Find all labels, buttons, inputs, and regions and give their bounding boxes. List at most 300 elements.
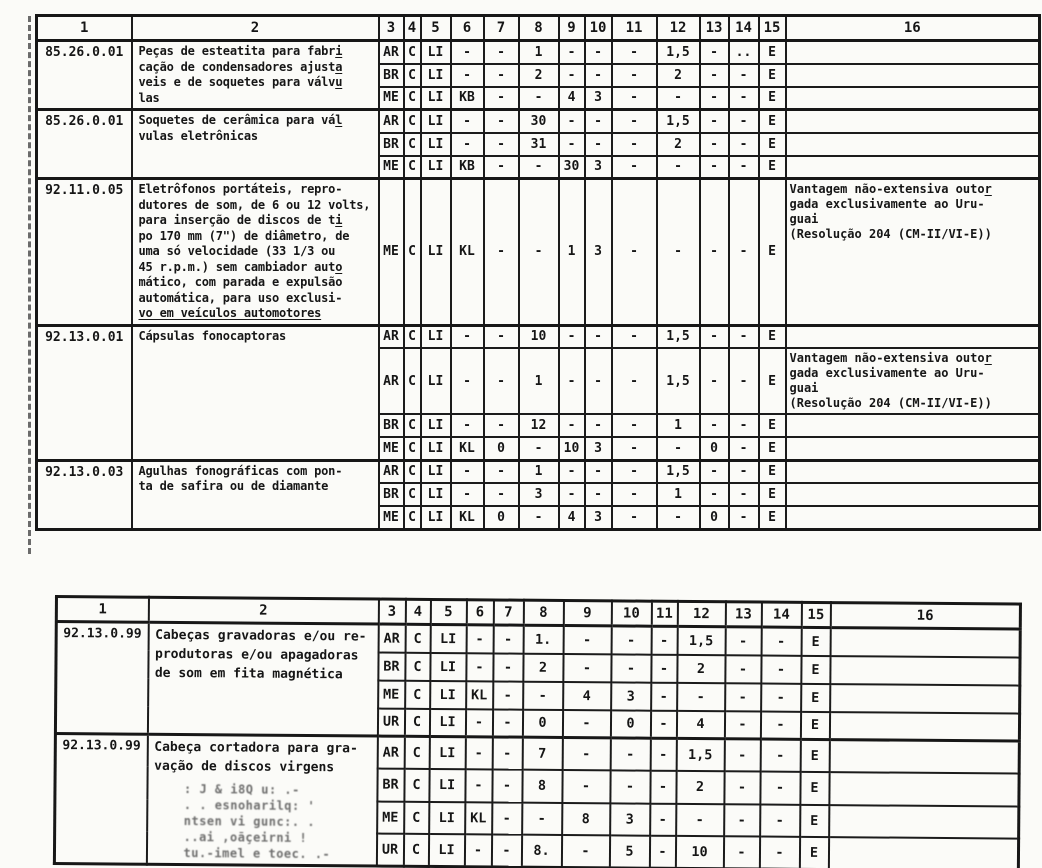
grid-cell-col8: 2 — [519, 64, 559, 87]
grid-cell-col14: - — [729, 483, 759, 506]
grid-cell-col4: C — [404, 133, 421, 156]
grid-cell-col12: 2 — [677, 654, 725, 682]
grid-cell-col11: - — [612, 110, 657, 133]
grid-cell-col3: AR — [379, 41, 404, 64]
grid-cell-col14: - — [760, 739, 800, 772]
grid-cell-col5: LI — [421, 156, 451, 179]
grid-cell-col15: E — [800, 804, 829, 837]
item-description: Peças de esteatita para fabri cação de condensadores ajusta veis e de soquetes para válvu las — [138, 44, 343, 105]
grid-cell-col3: AR — [379, 325, 404, 348]
grid-cell-col7: 0 — [484, 437, 519, 460]
grid-cell-col15: E — [800, 711, 829, 739]
grid-cell-col3: ME — [379, 87, 404, 110]
item-description-cell — [132, 179, 379, 326]
grid-cell-col8: 1 — [519, 41, 559, 64]
grid-cell-col15: E — [801, 683, 830, 711]
remark-cell — [786, 133, 1040, 156]
grid-cell-col11: - — [612, 325, 657, 348]
grid-cell-col12: 1,5 — [657, 348, 700, 414]
remark-cell — [829, 772, 1019, 806]
grid-cell-col15: E — [799, 837, 828, 868]
grid-cell-col6: KL — [451, 179, 484, 326]
grid-cell-col10: - — [611, 654, 651, 682]
grid-cell-col13: - — [724, 711, 760, 739]
grid-cell-col15: E — [801, 627, 830, 655]
grid-cell-col3: ME — [379, 156, 404, 179]
grid-cell-col13: - — [725, 683, 761, 711]
remark-cell — [830, 628, 1020, 657]
grid-cell-col14: - — [729, 156, 759, 179]
column-header-6: 6 — [451, 16, 484, 41]
grid-cell-col11: - — [612, 41, 657, 64]
grid-cell-col12: - — [657, 506, 700, 529]
grid-cell-col3: ME — [377, 801, 404, 834]
grid-cell-col11: - — [612, 437, 657, 460]
grid-cell-col8: 2 — [523, 653, 563, 681]
item-description-cell — [147, 622, 378, 736]
grid-cell-col7: - — [492, 737, 522, 770]
grid-cell-col6: - — [466, 653, 493, 681]
grid-cell-col11: - — [651, 654, 677, 682]
grid-cell-col4: C — [404, 483, 421, 506]
column-header-11: 11 — [651, 601, 677, 626]
grid-cell-col12: 4 — [676, 710, 724, 738]
grid-cell-col14: - — [760, 711, 800, 739]
grid-cell-col4: C — [404, 87, 421, 110]
grid-cell-col15: E — [759, 64, 786, 87]
grid-cell-col5: LI — [429, 736, 465, 769]
grid-cell-col14: - — [729, 87, 759, 110]
grid-cell-col4: C — [405, 680, 430, 708]
grid-cell-col4: C — [404, 179, 421, 326]
item-code: 92.13.0.01 — [37, 325, 132, 460]
grid-cell-col8: - — [519, 437, 559, 460]
grid-cell-col8: 7 — [522, 737, 562, 770]
grid-cell-col8: 1 — [519, 348, 559, 414]
grid-cell-col7: - — [484, 64, 519, 87]
grid-cell-col9: 10 — [559, 437, 585, 460]
grid-cell-col13: - — [725, 655, 761, 683]
remark-cell — [830, 656, 1020, 685]
grid-cell-col10: 3 — [610, 803, 650, 836]
grid-cell-col3: AR — [378, 624, 405, 652]
binding-edge-dashes — [28, 16, 31, 554]
grid-cell-col11: - — [612, 87, 657, 110]
grid-cell-col9: - — [559, 325, 585, 348]
grid-cell-col15: E — [759, 41, 786, 64]
grid-cell-col9: - — [559, 64, 585, 87]
column-header-2: 2 — [148, 597, 378, 624]
bleedthrough-text: : J & i8Q u: .- . . esnoharilq: ' ntsen vi gunc:. . ..ai ,oāçeirni ! tu.-imel e toec. .- — [183, 782, 331, 862]
grid-cell-col6: - — [465, 709, 492, 737]
grid-cell-col14: - — [729, 506, 759, 529]
grid-cell-col7: - — [484, 460, 519, 483]
item-description: Eletrôfonos portáteis, repro- dutores de som, de 6 ou 12 volts, para inserção de discos de ti po 170 mm (7") de diâmetro, de uma só velocidade (33 1/3 ou 45 r.p.m.) sem cambiador auto mático, com parada e expulsão automática, para uso exclusi- vo em veículos automotores — [138, 182, 371, 320]
column-header-13: 13 — [700, 16, 729, 41]
grid-cell-col10: - — [585, 325, 612, 348]
grid-cell-col5: LI — [429, 769, 465, 802]
grid-cell-col3: ME — [379, 437, 404, 460]
grid-cell-col13: - — [725, 627, 761, 655]
grid-cell-col3: UR — [377, 708, 404, 736]
grid-cell-col10: - — [585, 41, 612, 64]
grid-cell-col4: C — [404, 41, 421, 64]
grid-cell-col4: C — [404, 437, 421, 460]
grid-cell-col6: - — [451, 41, 484, 64]
remark-cell — [786, 414, 1040, 437]
grid-cell-col10: 3 — [585, 437, 612, 460]
grid-cell-col15: E — [759, 110, 786, 133]
grid-cell-col3: AR — [377, 736, 404, 769]
column-header-8: 8 — [523, 600, 563, 625]
grid-cell-col14: - — [729, 133, 759, 156]
column-header-10: 10 — [585, 16, 612, 41]
grid-cell-col15: E — [759, 437, 786, 460]
grid-cell-col13: - — [700, 179, 729, 326]
grid-cell-col5: LI — [430, 652, 466, 680]
grid-cell-col14: .. — [729, 41, 759, 64]
grid-cell-col14: - — [729, 325, 759, 348]
grid-cell-col14: - — [760, 804, 800, 837]
grid-cell-col13: - — [700, 41, 729, 64]
grid-cell-col12: 1,5 — [657, 41, 700, 64]
grid-cell-col8: - — [519, 506, 559, 529]
remark-cell — [786, 506, 1040, 529]
grid-cell-col8: 31 — [519, 133, 559, 156]
grid-cell-col13: - — [700, 110, 729, 133]
grid-cell-col5: LI — [421, 483, 451, 506]
grid-cell-col5: LI — [421, 87, 451, 110]
grid-cell-col13: - — [700, 133, 729, 156]
grid-cell-col7: - — [491, 834, 521, 867]
grid-cell-col15: E — [759, 414, 786, 437]
grid-cell-col13: - — [723, 836, 759, 868]
grid-cell-col5: LI — [429, 708, 465, 736]
grid-cell-col6: KB — [451, 87, 484, 110]
tariff-table-bottom — [53, 595, 1022, 868]
grid-cell-col4: C — [404, 708, 429, 736]
grid-cell-col10: - — [585, 133, 612, 156]
grid-cell-col8: 8 — [522, 770, 562, 803]
grid-cell-col5: LI — [429, 801, 465, 834]
grid-cell-col13: 0 — [700, 506, 729, 529]
grid-cell-col11: - — [612, 348, 657, 414]
grid-cell-col13: - — [724, 771, 760, 804]
table-row — [37, 41, 1040, 64]
grid-cell-col11: - — [612, 414, 657, 437]
grid-cell-col4: C — [404, 414, 421, 437]
grid-cell-col8: 30 — [519, 110, 559, 133]
grid-cell-col7: - — [484, 110, 519, 133]
grid-cell-col6: - — [451, 483, 484, 506]
grid-cell-col6: KL — [451, 437, 484, 460]
grid-cell-col6: - — [464, 834, 491, 867]
item-code: 92.13.0.03 — [37, 460, 132, 529]
remark-cell — [786, 437, 1040, 460]
grid-cell-col12: - — [657, 87, 700, 110]
grid-cell-col3: BR — [379, 64, 404, 87]
grid-cell-col5: LI — [421, 325, 451, 348]
grid-cell-col10: - — [585, 110, 612, 133]
grid-cell-col9: 4 — [563, 681, 611, 709]
grid-cell-col10: - — [610, 738, 650, 771]
grid-cell-col9: - — [559, 110, 585, 133]
grid-cell-col15: E — [759, 87, 786, 110]
grid-cell-col4: C — [404, 736, 429, 769]
column-header-7: 7 — [484, 16, 519, 41]
grid-cell-col4: C — [403, 834, 428, 867]
column-header-12: 12 — [677, 601, 725, 626]
grid-cell-col12: - — [657, 156, 700, 179]
grid-cell-col12: 1,5 — [657, 110, 700, 133]
grid-cell-col8: - — [519, 179, 559, 326]
grid-cell-col10: - — [611, 626, 651, 654]
column-header-4: 4 — [405, 599, 430, 624]
remark-cell — [786, 156, 1040, 179]
grid-cell-col13: - — [700, 460, 729, 483]
column-header-5: 5 — [421, 16, 451, 41]
grid-cell-col9: 1 — [559, 179, 585, 326]
grid-cell-col13: - — [700, 348, 729, 414]
grid-cell-col6: - — [451, 325, 484, 348]
grid-cell-col6: - — [466, 625, 493, 653]
grid-cell-col8: - — [523, 681, 563, 709]
grid-cell-col7: - — [484, 325, 519, 348]
item-description-cell — [132, 460, 379, 529]
grid-cell-col5: LI — [421, 133, 451, 156]
grid-cell-col12: 2 — [657, 133, 700, 156]
item-description: Cápsulas fonocaptoras — [138, 328, 287, 343]
grid-cell-col10: 5 — [609, 835, 649, 868]
grid-cell-col7: - — [484, 41, 519, 64]
remark-cell — [786, 483, 1040, 506]
column-header-8: 8 — [519, 16, 559, 41]
grid-cell-col9: 8 — [562, 802, 610, 835]
grid-cell-col11: - — [612, 506, 657, 529]
item-description-cell — [132, 110, 379, 179]
grid-cell-col8: 8. — [521, 835, 561, 868]
grid-cell-col4: C — [405, 624, 430, 652]
column-header-4: 4 — [404, 16, 421, 41]
grid-cell-col5: LI — [421, 506, 451, 529]
column-header-2: 2 — [132, 16, 379, 41]
grid-cell-col9: - — [559, 483, 585, 506]
column-header-1: 1 — [37, 16, 132, 41]
grid-cell-col5: LI — [428, 834, 464, 867]
grid-cell-col15: E — [759, 133, 786, 156]
grid-cell-col6: KL — [465, 802, 492, 835]
column-header-1: 1 — [56, 597, 148, 623]
grid-cell-col6: - — [465, 769, 492, 802]
grid-cell-col5: LI — [421, 41, 451, 64]
grid-cell-col10: - — [610, 770, 650, 803]
remark-cell — [786, 87, 1040, 110]
grid-cell-col4: C — [404, 506, 421, 529]
grid-cell-col4: C — [404, 156, 421, 179]
grid-cell-col14: - — [729, 64, 759, 87]
grid-cell-col6: - — [451, 110, 484, 133]
grid-cell-col6: KL — [466, 681, 493, 709]
grid-cell-col15: E — [759, 348, 786, 414]
grid-cell-col6: - — [465, 737, 492, 770]
grid-cell-col7: - — [492, 802, 522, 835]
grid-cell-col11: - — [612, 460, 657, 483]
remark-cell — [786, 325, 1040, 348]
column-header-10: 10 — [611, 601, 651, 626]
grid-cell-col7: - — [484, 87, 519, 110]
grid-cell-col14: - — [729, 437, 759, 460]
grid-cell-col10: 3 — [585, 506, 612, 529]
grid-cell-col3: ME — [379, 506, 404, 529]
grid-cell-col13: - — [700, 64, 729, 87]
table-row — [37, 325, 1040, 348]
table-row — [37, 460, 1040, 483]
grid-cell-col15: E — [759, 460, 786, 483]
column-header-9: 9 — [559, 16, 585, 41]
tariff-table-top — [35, 14, 1041, 531]
grid-cell-col12: 1 — [657, 483, 700, 506]
grid-cell-col13: - — [700, 156, 729, 179]
grid-cell-col8: - — [519, 87, 559, 110]
item-description-cell — [132, 41, 379, 110]
grid-cell-col5: LI — [421, 110, 451, 133]
grid-cell-col14: - — [729, 414, 759, 437]
grid-cell-col12: 2 — [657, 64, 700, 87]
grid-cell-col14: - — [729, 348, 759, 414]
grid-cell-col9: 4 — [559, 506, 585, 529]
grid-cell-col10: 3 — [585, 156, 612, 179]
grid-cell-col3: AR — [379, 348, 404, 414]
grid-cell-col7: - — [493, 681, 523, 709]
grid-cell-col7: - — [484, 483, 519, 506]
grid-cell-col7: 0 — [484, 506, 519, 529]
grid-cell-col14: - — [729, 110, 759, 133]
grid-cell-col9: - — [563, 653, 611, 681]
remark-cell — [830, 684, 1020, 713]
grid-cell-col4: C — [404, 801, 429, 834]
grid-cell-col3: AR — [379, 110, 404, 133]
grid-cell-col5: LI — [421, 179, 451, 326]
grid-cell-col9: - — [559, 133, 585, 156]
column-header-14: 14 — [729, 16, 759, 41]
grid-cell-col4: C — [404, 64, 421, 87]
grid-cell-col11: - — [612, 64, 657, 87]
grid-cell-col11: - — [650, 803, 676, 836]
grid-cell-col15: E — [800, 739, 829, 772]
grid-cell-col4: C — [404, 769, 429, 802]
table-row — [37, 179, 1040, 326]
column-header-15: 15 — [801, 602, 830, 627]
grid-cell-col6: KL — [451, 506, 484, 529]
grid-cell-col9: - — [561, 835, 609, 868]
grid-cell-col10: - — [585, 64, 612, 87]
grid-cell-col15: E — [759, 325, 786, 348]
grid-cell-col6: - — [451, 460, 484, 483]
grid-cell-col12: 1 — [657, 414, 700, 437]
grid-cell-col7: - — [484, 133, 519, 156]
grid-cell-col9: - — [562, 770, 610, 803]
grid-cell-col11: - — [651, 626, 677, 654]
grid-cell-col3: BR — [377, 769, 404, 802]
grid-cell-col6: KB — [451, 156, 484, 179]
grid-cell-col11: - — [612, 133, 657, 156]
grid-cell-col12: - — [677, 682, 725, 710]
grid-cell-col7: - — [484, 414, 519, 437]
grid-cell-col8: - — [519, 156, 559, 179]
grid-cell-col13: 0 — [700, 437, 729, 460]
grid-cell-col11: - — [650, 738, 676, 771]
grid-cell-col9: - — [563, 625, 611, 653]
grid-cell-col9: - — [559, 348, 585, 414]
grid-cell-col6: - — [451, 133, 484, 156]
grid-cell-col8: - — [522, 802, 562, 835]
grid-cell-col11: - — [651, 682, 677, 710]
grid-cell-col6: - — [451, 64, 484, 87]
grid-cell-col5: LI — [421, 437, 451, 460]
column-header-9: 9 — [563, 600, 611, 625]
column-header-6: 6 — [466, 600, 493, 625]
item-description: Agulhas fonográficas com pon- ta de safira ou de diamante — [138, 463, 343, 493]
grid-cell-col14: - — [759, 837, 799, 868]
grid-cell-col3: BR — [378, 652, 405, 680]
grid-cell-col5: LI — [430, 624, 466, 652]
grid-cell-col9: - — [559, 414, 585, 437]
remark-cell — [828, 837, 1018, 868]
remark-cell: Vantagem não-extensiva outor gada exclusivamente ao Uru- guai (Resolução 204 (CM-II/VI-E)) — [786, 179, 1040, 326]
grid-cell-col12: 2 — [676, 771, 724, 804]
grid-cell-col5: LI — [421, 64, 451, 87]
grid-cell-col12: - — [657, 179, 700, 326]
item-code: 92.13.0.99 — [55, 622, 148, 735]
grid-cell-col10: - — [585, 460, 612, 483]
grid-cell-col15: E — [759, 506, 786, 529]
item-code: 92.13.0.99 — [54, 734, 147, 865]
grid-cell-col14: - — [729, 460, 759, 483]
remark-cell — [786, 460, 1040, 483]
grid-cell-col15: E — [801, 655, 830, 683]
grid-cell-col10: 3 — [585, 87, 612, 110]
column-header-13: 13 — [725, 602, 761, 627]
grid-cell-col3: BR — [379, 133, 404, 156]
grid-cell-col3: BR — [379, 483, 404, 506]
grid-cell-col11: - — [612, 156, 657, 179]
grid-cell-col7: - — [492, 769, 522, 802]
grid-cell-col11: - — [650, 710, 676, 738]
grid-cell-col7: - — [493, 625, 523, 653]
grid-cell-col5: LI — [430, 680, 466, 708]
grid-cell-col15: E — [759, 483, 786, 506]
remark-cell — [829, 740, 1019, 774]
column-header-15: 15 — [759, 16, 786, 41]
grid-cell-col8: 10 — [519, 325, 559, 348]
remark-cell: Vantagem não-extensiva outor gada exclusivamente ao Uru- guai (Resolução 204 (CM-II/VI-E)) — [786, 348, 1040, 414]
grid-cell-col10: - — [585, 414, 612, 437]
grid-cell-col4: C — [404, 348, 421, 414]
remark-cell — [829, 712, 1019, 741]
grid-cell-col7: - — [484, 179, 519, 326]
grid-cell-col6: - — [451, 414, 484, 437]
grid-cell-col12: 1,5 — [657, 325, 700, 348]
grid-cell-col8: 12 — [519, 414, 559, 437]
grid-cell-col12: - — [676, 803, 724, 836]
grid-cell-col10: 3 — [585, 179, 612, 326]
grid-cell-col10: 0 — [610, 710, 650, 738]
grid-cell-col6: - — [451, 348, 484, 414]
item-code: 85.26.0.01 — [37, 41, 132, 110]
grid-cell-col11: - — [649, 836, 675, 868]
remark-cell — [786, 41, 1040, 64]
grid-cell-col7: - — [492, 709, 522, 737]
